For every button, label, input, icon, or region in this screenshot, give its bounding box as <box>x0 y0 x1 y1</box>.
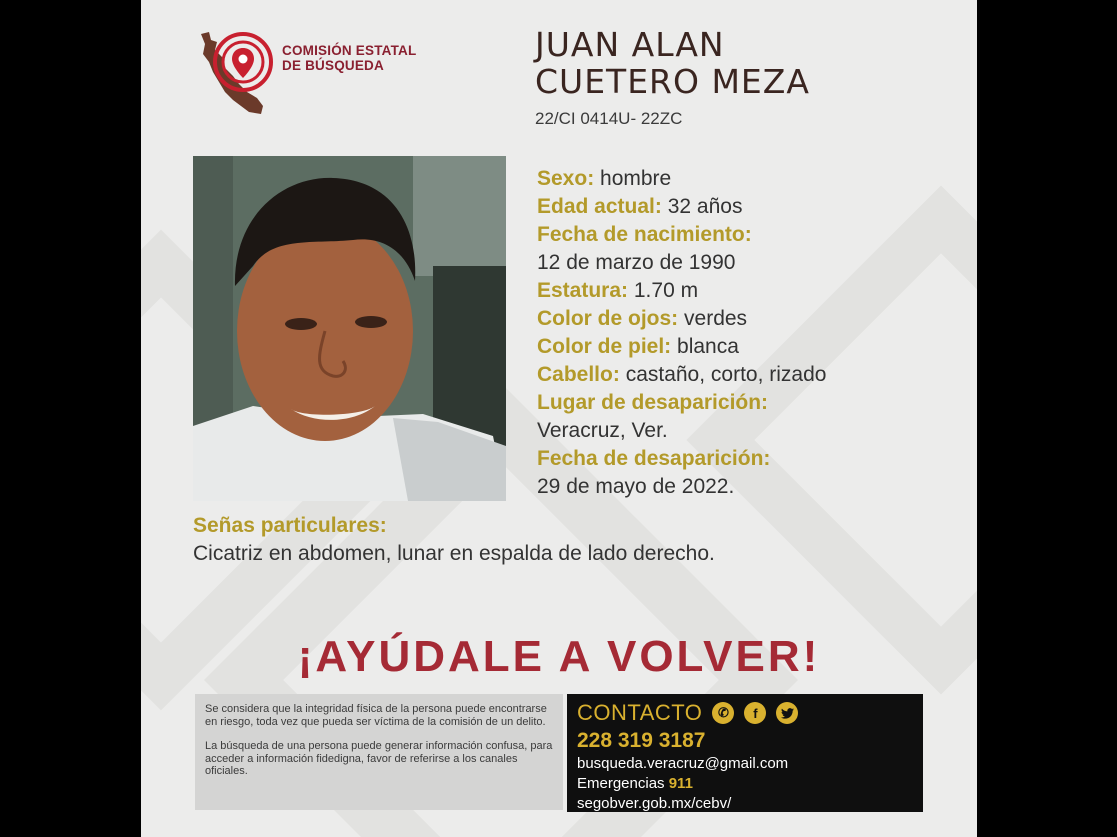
emergency-number[interactable]: 911 <box>668 775 693 792</box>
contact-emergency <box>577 774 913 794</box>
disclaimer-paragraph: Se considera que la integridad física de la persona puede encontrarse en riesgo, toda vez que pueda ser víctima de la comisión de un delito. <box>205 703 547 728</box>
detail-label: Cabello: <box>537 363 620 386</box>
disclaimer-box <box>195 694 563 810</box>
veracruz-map-icon <box>195 28 277 118</box>
detail-value: hombre <box>600 167 672 190</box>
detail-label: Lugar de desaparición: <box>537 391 769 414</box>
detail-date-label <box>537 445 967 473</box>
detail-skin <box>537 333 967 361</box>
marks-value: Cicatriz en abdomen, lunar en espalda de lado derecho. <box>193 542 715 565</box>
agency-name <box>282 43 416 73</box>
person-details <box>537 165 967 501</box>
case-number: 22/CI 0414U- 22ZC <box>535 109 683 128</box>
facebook-icon[interactable]: f <box>744 702 766 724</box>
detail-label: Color de piel: <box>537 335 672 358</box>
detail-value: blanca <box>677 335 739 358</box>
detail-value: 1.70 m <box>633 279 699 302</box>
detail-eyes <box>537 305 967 333</box>
agency-logo <box>195 28 435 123</box>
agency-name-line2: DE BÚSQUEDA <box>282 58 384 73</box>
whatsapp-icon[interactable]: ✆ <box>712 702 734 724</box>
contact-email[interactable]: busqueda.veracruz@gmail.com <box>577 755 789 772</box>
person-photo <box>193 156 506 501</box>
twitter-bird-icon <box>781 708 794 719</box>
detail-age <box>537 193 967 221</box>
detail-label: Edad actual: <box>537 195 662 218</box>
disclaimer-paragraph: La búsqueda de una persona puede generar información confusa, para acceder a información fidedigna, favor de referirse a los canales oficiales. <box>205 740 553 777</box>
detail-label: Fecha de desaparición: <box>537 447 771 470</box>
detail-value: 32 años <box>667 195 743 218</box>
person-first-name: JUAN ALAN <box>535 25 725 64</box>
slogan: ¡AYÚDALE A VOLVER! <box>297 632 821 681</box>
missing-person-poster <box>141 0 977 837</box>
detail-place-label <box>537 389 967 417</box>
detail-label: Estatura: <box>537 279 629 302</box>
person-last-name: CUETERO MEZA <box>535 62 810 101</box>
detail-label: Fecha de nacimiento: <box>537 223 752 246</box>
detail-date-value: 29 de mayo de 2022. <box>537 475 735 498</box>
contact-website[interactable]: segobver.gob.mx/cebv/ <box>577 795 732 812</box>
detail-height <box>537 277 967 305</box>
person-name-block <box>535 26 810 129</box>
detail-sex <box>537 165 967 193</box>
agency-name-line1: COMISIÓN ESTATAL <box>282 43 417 58</box>
detail-label: Color de ojos: <box>537 307 679 330</box>
marks-label: Señas particulares: <box>193 514 387 537</box>
contact-header <box>577 698 913 728</box>
detail-hair <box>537 361 967 389</box>
detail-value: verdes <box>684 307 748 330</box>
detail-value: castaño, corto, rizado <box>625 363 827 386</box>
detail-birth-value: 12 de marzo de 1990 <box>537 251 736 274</box>
twitter-icon[interactable] <box>776 702 798 724</box>
detail-birth-label <box>537 221 967 249</box>
contact-title: CONTACTO <box>577 700 703 725</box>
contact-box <box>567 694 923 812</box>
emergency-label: Emergencias <box>577 775 665 792</box>
person-photo-icon <box>193 156 506 501</box>
distinguishing-marks <box>193 512 933 568</box>
detail-place-value: Veracruz, Ver. <box>537 419 668 442</box>
contact-phone[interactable]: 228 319 3187 <box>577 729 706 752</box>
detail-label: Sexo: <box>537 167 595 190</box>
